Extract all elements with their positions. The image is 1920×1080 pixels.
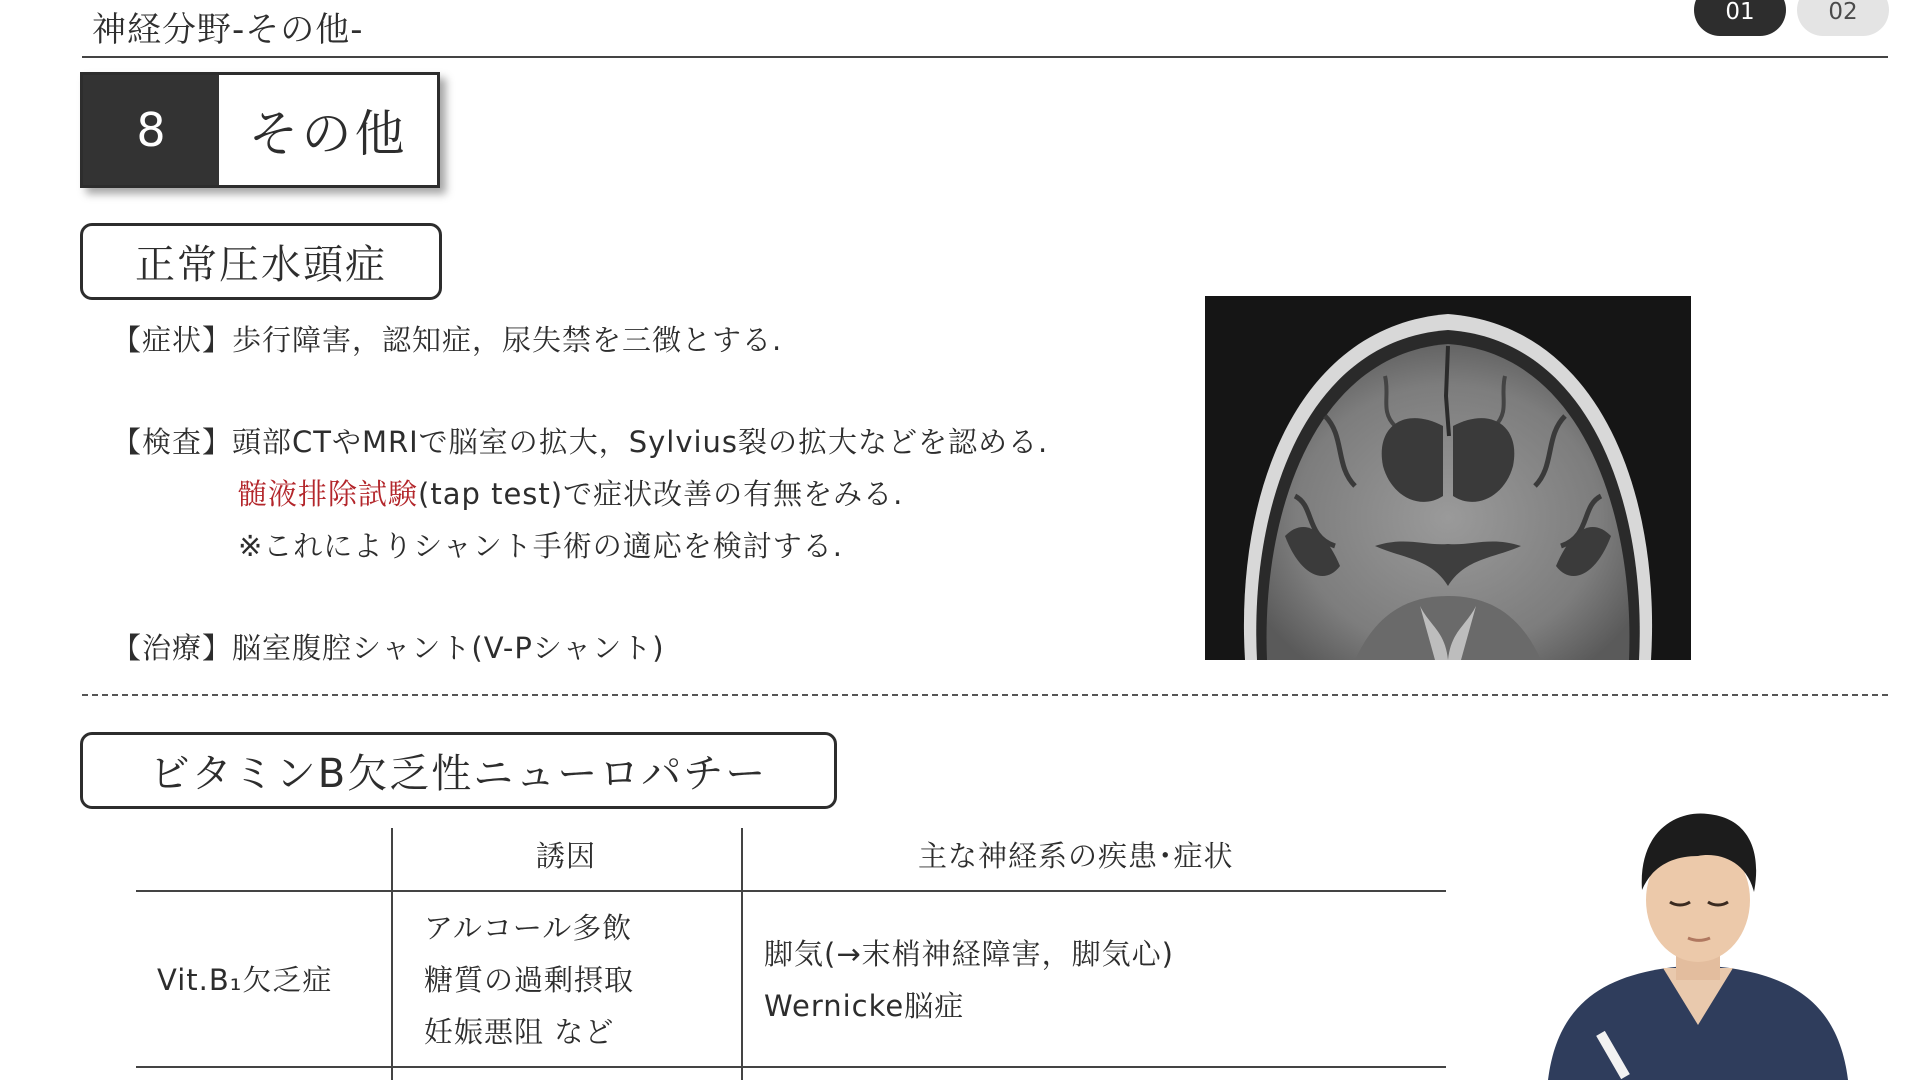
exam-text-line1: 【検査】頭部CTやMRIで脳室の拡大，Sylvius裂の拡大などを認める. — [112, 425, 1049, 459]
table-disease-item: 脚気(→末梢神経障害，脚気心) — [764, 937, 1174, 971]
section-separator — [82, 694, 1888, 696]
table-row-rule — [136, 1066, 1446, 1068]
table-column-divider — [391, 828, 393, 1080]
table-cause-item: 糖質の過剰摂取 — [424, 963, 635, 997]
table-cause-item: アルコール多飲 — [424, 911, 633, 945]
exam-text-line2 — [238, 472, 903, 513]
page-title: 神経分野-その他- — [92, 10, 364, 50]
table-header-disease: 主な神経系の疾患･症状 — [918, 839, 1234, 873]
table-disease-item: Wernicke脳症 — [764, 989, 965, 1023]
symptoms-text: 【症状】歩行障害，認知症，尿失禁を三徴とする. — [112, 323, 783, 357]
presenter-video — [1548, 800, 1848, 1080]
exam-text-line3: ※これによりシャント手術の適応を検討する. — [238, 529, 843, 563]
table-column-divider — [741, 828, 743, 1080]
section-heading — [80, 72, 440, 188]
table-cause-item: 妊娠悪阻 など — [424, 1015, 615, 1049]
brain-mri-image — [1205, 296, 1691, 660]
page-tab-01[interactable]: 01 — [1694, 0, 1786, 36]
exam-text-line2-rest: (tap test)で症状改善の有無をみる. — [418, 477, 904, 511]
table-header-cause: 誘因 — [536, 839, 597, 873]
page-tab-02[interactable]: 02 — [1797, 0, 1889, 36]
topic-heading-vitamin-b: ビタミンB欠乏性ニューロパチー — [80, 732, 837, 809]
tap-test-highlight: 髄液排除試験 — [238, 477, 419, 511]
section-number: 8 — [83, 75, 219, 185]
table-header-rule — [136, 890, 1446, 892]
treatment-text: 【治療】脳室腹腔シャント(V-Pシャント) — [112, 631, 665, 665]
header-divider — [82, 56, 1888, 58]
table-row-name: Vit.B₁欠乏症 — [157, 963, 333, 997]
section-title: その他 — [248, 105, 408, 163]
topic-heading-nph: 正常圧水頭症 — [80, 223, 442, 300]
